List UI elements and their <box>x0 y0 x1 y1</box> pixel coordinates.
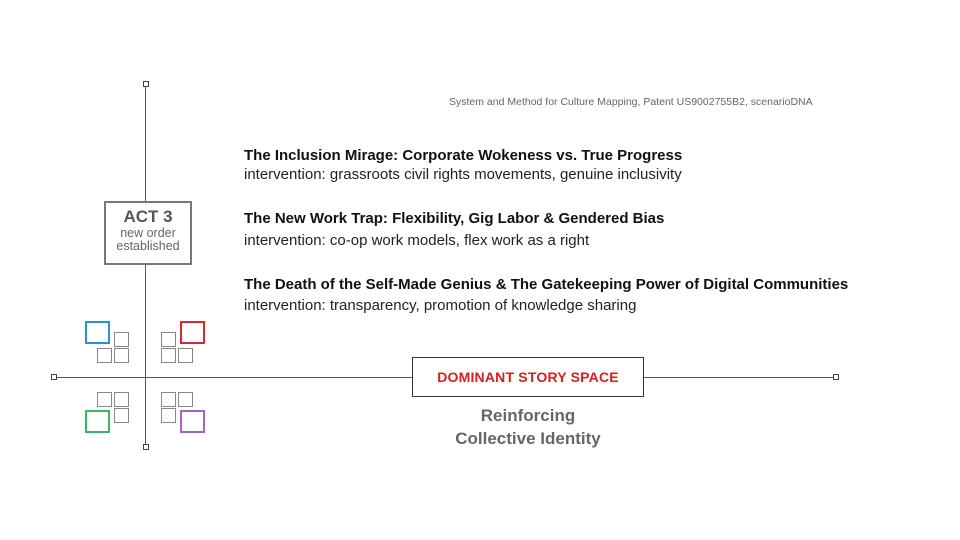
act-label-box <box>104 201 192 265</box>
quadrant-bottom-right-square <box>161 408 176 423</box>
story-item <box>244 210 664 249</box>
vertical-axis <box>145 84 146 448</box>
axis-endcap-bottom <box>143 444 149 450</box>
story-item <box>244 147 682 183</box>
story-item <box>244 276 848 314</box>
reinforcing-line2: Collective Identity <box>455 429 601 448</box>
quadrant-top-left-square <box>97 348 112 363</box>
quadrant-top-left-square <box>114 332 129 347</box>
story-item-title: The Inclusion Mirage: Corporate Wokeness vs. True Progress <box>244 147 683 164</box>
story-item-intervention: intervention: transparency, promotion of knowledge sharing <box>244 297 637 314</box>
quadrant-top-left-square <box>114 348 129 363</box>
source-credit: System and Method for Culture Mapping, Patent US9002755B2, scenarioDNA <box>449 96 813 108</box>
reinforcing-caption <box>412 404 644 450</box>
act-subtitle-line1: new order <box>120 226 176 240</box>
dominant-story-space-label: DOMINANT STORY SPACE <box>437 369 619 385</box>
story-item-intervention: intervention: co-op work models, flex work as a right <box>244 232 590 249</box>
story-item-title: The Death of the Self-Made Genius & The Gatekeeping Power of Digital Communities <box>244 276 849 293</box>
axis-endcap-right <box>833 374 839 380</box>
axis-endcap-top <box>143 81 149 87</box>
dominant-story-space-box <box>412 357 644 397</box>
quadrant-bottom-left-highlight-square <box>85 410 110 433</box>
act-title: ACT 3 <box>123 207 173 226</box>
quadrant-top-left-highlight-square <box>85 321 110 344</box>
quadrant-bottom-right-square <box>178 392 193 407</box>
quadrant-bottom-right-square <box>161 392 176 407</box>
quadrant-top-right-square <box>178 348 193 363</box>
quadrant-bottom-left-square <box>114 392 129 407</box>
story-item-intervention: intervention: grassroots civil rights movements, genuine inclusivity <box>244 166 682 183</box>
quadrant-bottom-left-square <box>97 392 112 407</box>
quadrant-top-right-highlight-square <box>180 321 205 344</box>
quadrant-top-right-square <box>161 348 176 363</box>
quadrant-bottom-left-square <box>114 408 129 423</box>
quadrant-bottom-right-highlight-square <box>180 410 205 433</box>
act-subtitle-line2: established <box>116 239 180 253</box>
reinforcing-line1: Reinforcing <box>480 406 576 425</box>
axis-endcap-left <box>51 374 57 380</box>
quadrant-top-right-square <box>161 332 176 347</box>
story-item-title: The New Work Trap: Flexibility, Gig Labor & Gendered Bias <box>244 210 665 227</box>
